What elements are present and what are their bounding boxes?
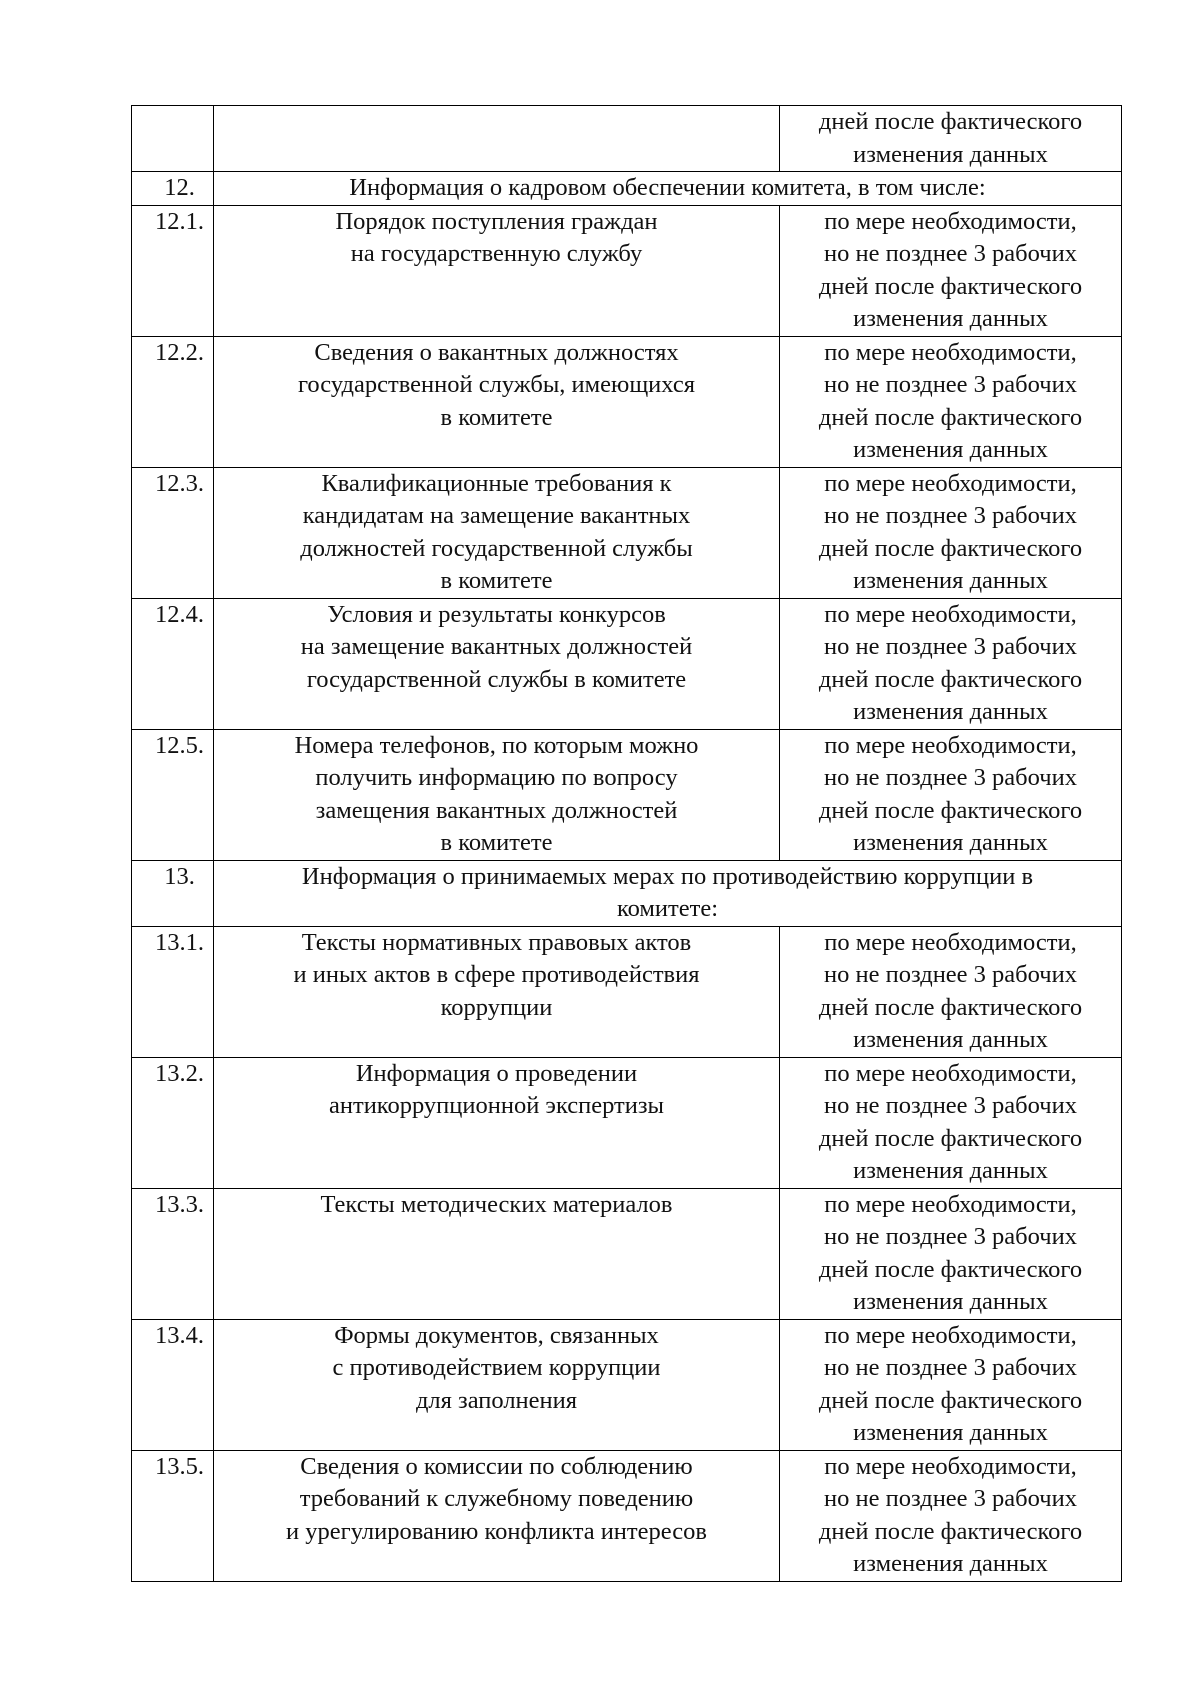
term-line: по мере необходимости, (824, 928, 1077, 956)
term-line: изменения данных (853, 1288, 1048, 1315)
row-number-cell (132, 1319, 214, 1450)
row-number: 13.1. (155, 928, 204, 956)
term-line: изменения данных (853, 436, 1048, 463)
description-line: Номера телефонов, по которым можно (294, 731, 699, 759)
row-number: 12.1. (155, 207, 204, 235)
row-term-cell (780, 336, 1122, 467)
description-line: Условия и результаты конкурсов (327, 600, 666, 628)
table-section-row (132, 860, 1122, 926)
row-description-cell (214, 1450, 780, 1581)
row-term-cell (780, 106, 1122, 172)
description-line: для заполнения (415, 1386, 578, 1414)
row-term-cell (780, 1450, 1122, 1581)
table-section-row (132, 172, 1122, 206)
description-line: получить информацию по вопросу (315, 764, 678, 791)
row-term-cell (780, 205, 1122, 336)
row-number-cell (132, 1450, 214, 1581)
row-description-cell (214, 729, 780, 860)
table-row (132, 598, 1122, 729)
term-line: дней после фактического (818, 993, 1083, 1021)
term-line: по мере необходимости, (824, 207, 1077, 235)
table-row (132, 926, 1122, 1057)
term-line: но не позднее 3 рабочих (824, 1354, 1077, 1381)
row-number: 12. (164, 174, 195, 201)
row-number-cell (132, 1057, 214, 1188)
description-line: должностей государственной службы (300, 534, 693, 562)
row-number-cell (132, 106, 214, 172)
description-line: требований к служебному поведению (299, 1485, 694, 1512)
description-line: антикоррупционной экспертизы (329, 1092, 664, 1119)
description-line: с противодействием коррупции (332, 1354, 661, 1381)
description-line: Тексты нормативных правовых актов (301, 928, 692, 956)
row-description-cell (214, 106, 780, 172)
row-term-cell (780, 1188, 1122, 1319)
term-line: дней после фактического (818, 272, 1083, 300)
description-line: Тексты методических материалов (320, 1190, 673, 1218)
term-line: по мере необходимости, (824, 731, 1077, 759)
row-number: 13.2. (155, 1059, 204, 1087)
row-number-cell (132, 467, 214, 598)
table-row-continuation (132, 106, 1122, 172)
row-number: 12.3. (155, 469, 204, 497)
row-number: 13.5. (155, 1452, 204, 1480)
row-number: 13.4. (155, 1321, 204, 1349)
term-line: по мере необходимости, (824, 338, 1077, 366)
term-line: но не позднее 3 рабочих (824, 1485, 1077, 1512)
row-number: 13.3. (155, 1190, 204, 1218)
row-term-cell (780, 598, 1122, 729)
row-term-cell (780, 1057, 1122, 1188)
description-line: в комитете (440, 403, 553, 431)
term-line: изменения данных (853, 1026, 1048, 1053)
section-heading-line: комитете: (616, 895, 719, 922)
description-line: и иных актов в сфере противодействия (293, 961, 700, 988)
description-line: Сведения о комиссии по соблюдению (300, 1452, 693, 1480)
row-number: 12.5. (155, 731, 204, 759)
term-line: но не позднее 3 рабочих (824, 502, 1077, 529)
term-line: дней после фактического (818, 534, 1083, 562)
table-row (132, 729, 1122, 860)
row-number-cell (132, 336, 214, 467)
description-line: государственной службы, имеющихся (297, 371, 695, 398)
term-line: изменения данных (853, 567, 1048, 594)
term-line: но не позднее 3 рабочих (824, 1092, 1077, 1119)
term-line: по мере необходимости, (824, 469, 1077, 497)
row-term-cell (780, 926, 1122, 1057)
description-line: коррупции (440, 993, 553, 1021)
section-heading-line: Информация о кадровом обеспечении комитета, в том числе: (349, 174, 986, 201)
row-term-cell (780, 1319, 1122, 1450)
row-number: 12.4. (155, 600, 204, 628)
row-description-cell (214, 1319, 780, 1450)
term-line: дней после фактического (818, 1517, 1083, 1545)
term-line: изменения данных (853, 1157, 1048, 1184)
document-table (131, 105, 1122, 1582)
section-heading-cell (214, 860, 1122, 926)
description-line: Информация о проведении (355, 1059, 638, 1087)
term-line: дней после фактического (818, 796, 1083, 824)
row-number-cell (132, 172, 214, 206)
section-heading-line: Информация о принимаемых мерах по противодействию коррупции в (301, 862, 1034, 890)
term-line: дней после фактического (818, 403, 1083, 431)
term-line: но не позднее 3 рабочих (824, 764, 1077, 791)
term-line: но не позднее 3 рабочих (824, 240, 1077, 267)
section-heading-cell (214, 172, 1122, 206)
term-line: но не позднее 3 рабочих (824, 961, 1077, 988)
row-number-cell (132, 926, 214, 1057)
description-line: на государственную службу (350, 240, 643, 267)
term-line: но не позднее 3 рабочих (824, 633, 1077, 660)
row-number-cell (132, 205, 214, 336)
term-line: изменения данных (853, 698, 1048, 725)
row-number: 13. (164, 862, 195, 890)
row-number-cell (132, 1188, 214, 1319)
term-line: дней после фактического (818, 1255, 1083, 1283)
table-row (132, 1057, 1122, 1188)
row-number-cell (132, 598, 214, 729)
table-row (132, 1450, 1122, 1581)
term-line: дней после фактического (818, 1124, 1083, 1152)
row-number-cell (132, 729, 214, 860)
description-line: Квалификационные требования к (321, 469, 672, 497)
table-row (132, 205, 1122, 336)
table-row (132, 1319, 1122, 1450)
term-line: дней после фактического (818, 1386, 1083, 1414)
row-term-cell (780, 729, 1122, 860)
description-line: государственной службы в комитете (306, 665, 687, 693)
term-line: изменения данных (853, 1419, 1048, 1446)
row-description-cell (214, 205, 780, 336)
description-line: Сведения о вакантных должностях (314, 338, 679, 366)
term-line: изменения данных (853, 1550, 1048, 1577)
row-description-cell (214, 1188, 780, 1319)
row-number: 12.2. (155, 338, 204, 366)
row-description-cell (214, 336, 780, 467)
description-line: на замещение вакантных должностей (300, 633, 693, 660)
description-line: Формы документов, связанных (334, 1321, 659, 1349)
term-line: по мере необходимости, (824, 1059, 1077, 1087)
table-row (132, 467, 1122, 598)
table-row (132, 336, 1122, 467)
row-description-cell (214, 926, 780, 1057)
table-body (132, 106, 1122, 1582)
term-line: дней после фактического (818, 665, 1083, 693)
row-term-cell (780, 467, 1122, 598)
table-row (132, 1188, 1122, 1319)
term-line: но не позднее 3 рабочих (824, 371, 1077, 398)
description-line: замещения вакантных должностей (315, 796, 678, 824)
row-description-cell (214, 598, 780, 729)
description-line: в комитете (440, 829, 553, 856)
row-description-cell (214, 467, 780, 598)
term-line: изменения данных (853, 305, 1048, 332)
description-line: кандидатам на замещение вакантных (302, 502, 691, 529)
description-line: Порядок поступления граждан (335, 207, 658, 235)
term-line: изменения данных (853, 829, 1048, 856)
term-line: изменения данных (853, 140, 1048, 168)
row-number-cell (132, 860, 214, 926)
term-line: но не позднее 3 рабочих (824, 1223, 1077, 1250)
row-description-cell (214, 1057, 780, 1188)
term-line: по мере необходимости, (824, 600, 1077, 628)
term-line: дней после фактического (818, 108, 1083, 135)
description-line: и урегулированию конфликта интересов (286, 1517, 707, 1545)
term-line: по мере необходимости, (824, 1190, 1077, 1218)
term-line: по мере необходимости, (824, 1452, 1077, 1480)
description-line: в комитете (440, 567, 553, 594)
term-line: по мере необходимости, (824, 1321, 1077, 1349)
